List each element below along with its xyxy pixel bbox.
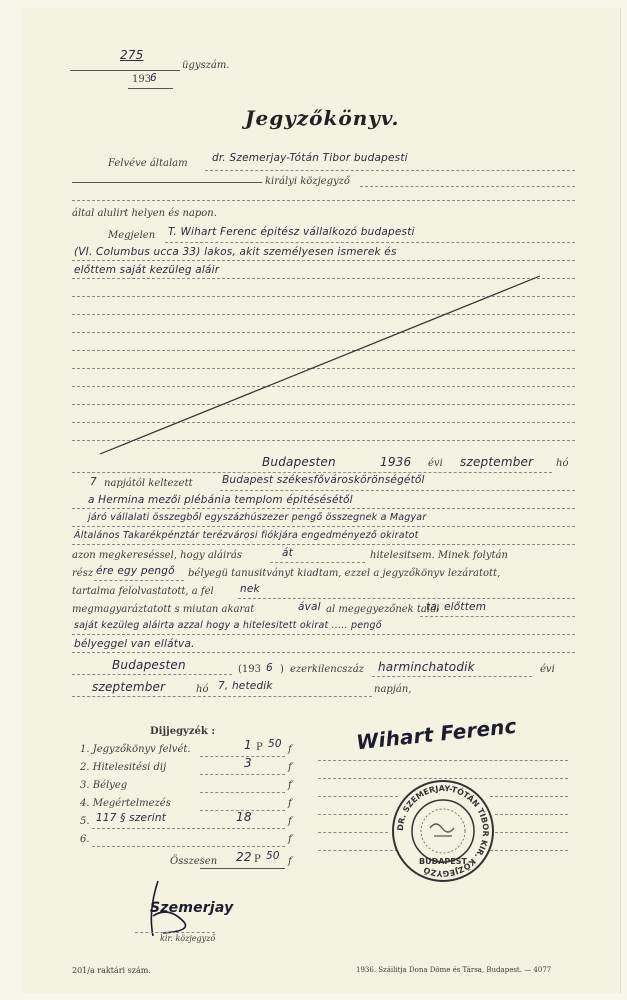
hitel-label: hitelesitsem. Minek folytán xyxy=(370,550,508,561)
fee-row-label: 3. Bélyeg xyxy=(80,780,128,791)
napjatol-label: napjától keltezett xyxy=(104,478,193,489)
fee-row-end: f xyxy=(288,834,292,845)
body-line-1: T. Wihart Ferenc épitész vállalkozó budapesti xyxy=(168,226,415,238)
fee-row-end: f xyxy=(288,762,292,773)
fee-row-end: f xyxy=(288,780,292,791)
end-place: Budapesten xyxy=(112,658,186,672)
sig-rule-7 xyxy=(318,832,388,833)
kiralyi-label: királyi közjegyző xyxy=(265,176,350,187)
end-year-open: (193 xyxy=(238,664,261,675)
rule-24 xyxy=(420,616,575,617)
tartalma-label: tartalma felolvastatott, a fel xyxy=(72,586,214,597)
fees-total-amount: 22 xyxy=(236,850,252,864)
fee-rule xyxy=(200,774,285,775)
sig-rule-4 xyxy=(490,796,568,797)
nek-hand: nek xyxy=(240,583,260,595)
date-year: 1936 xyxy=(380,455,412,469)
rule-20 xyxy=(72,544,575,545)
sig-rule-8 xyxy=(495,832,568,833)
rule-25 xyxy=(72,634,575,635)
napjan-label: napján, xyxy=(374,684,412,695)
stamp-ring-text: DR. SZEMERJAY-TÓTÁN TIBOR KIR. KÖZJEGYZŐ xyxy=(395,783,491,879)
rule-21 xyxy=(270,562,365,563)
fee-rule xyxy=(92,846,285,847)
case-number: 275 xyxy=(120,48,144,62)
end-year-hand: 6 xyxy=(266,662,273,674)
document-title: Jegyzőkönyv. xyxy=(245,106,400,130)
end-day: 7, hetedik xyxy=(218,680,273,692)
fee-row-end: f xyxy=(288,816,292,827)
ezerkilenc-label: ezerkilencszáz xyxy=(290,664,364,675)
rule-23 xyxy=(238,598,575,599)
rule-16 xyxy=(72,472,552,473)
sig-rule-3 xyxy=(318,796,398,797)
body-line-3: előttem saját kezüleg aláir xyxy=(74,264,220,276)
fee-row-end: f xyxy=(288,744,292,755)
signer-signature: Wihart Ferenc xyxy=(355,713,518,755)
fee-rule xyxy=(200,756,285,757)
rule-27a xyxy=(72,674,232,675)
year-words: harminchatodik xyxy=(378,660,475,674)
fees-total-rule xyxy=(200,868,285,869)
fee-row-fill: 50 xyxy=(268,738,282,750)
sig-rule-5 xyxy=(318,814,388,815)
rule-22 xyxy=(94,580,184,581)
end-month: szeptember xyxy=(92,680,166,694)
date-place: Budapesten xyxy=(262,455,336,469)
fee-row-label: 5. xyxy=(80,816,90,827)
fee-rule xyxy=(92,828,285,829)
resz-hand: ére egy pengő xyxy=(96,565,175,577)
megjelen-label: Megjelen xyxy=(108,230,156,241)
rule-27b xyxy=(372,676,532,677)
fee-row-amount: 1 xyxy=(244,738,252,752)
fees-total-unit: P xyxy=(254,854,261,865)
ta-hand: ta, előttem xyxy=(426,601,487,613)
felveve-label: Felvéve általam xyxy=(108,158,188,169)
fee-rule xyxy=(200,792,285,793)
body-line-5: Budapest székesfővároskörönségétől xyxy=(222,474,425,486)
date-month: szeptember xyxy=(460,455,534,469)
rule-19 xyxy=(72,526,575,527)
fee-row-amount: 18 xyxy=(236,810,252,824)
rule-17 xyxy=(220,490,575,491)
fees-total-end: f xyxy=(288,856,292,867)
fee-row-label: 2. Hitelesitési dij xyxy=(80,762,167,773)
fee-row-label: 4. Megértelmezés xyxy=(80,798,171,809)
at-hand: át xyxy=(282,547,293,559)
year-hand: 6 xyxy=(150,72,157,84)
megmagy-label: megmagyaráztatott s miutan akarat xyxy=(72,604,255,615)
notary-stamp xyxy=(388,776,498,886)
date-day: 7 xyxy=(90,476,97,488)
sig-rule-10 xyxy=(490,850,568,851)
end-evi-label: évi xyxy=(540,664,555,675)
megegy-label: al megegyezőnek talál xyxy=(326,604,440,615)
body-line-15: bélyeggel van ellátva. xyxy=(74,638,195,650)
stamp-city: BUDAPEST xyxy=(419,857,467,866)
notary-sig-rule xyxy=(135,932,215,933)
case-label: ügyszám. xyxy=(182,60,230,71)
fee-row-label: 6. xyxy=(80,834,90,845)
body-line-6: a Hermina mezői plébánia templom épitésésétől xyxy=(88,494,353,506)
body-line-2: (VI. Columbus ucca 33) lakos, akit személyesen ismerek és xyxy=(74,246,397,258)
aval-hand: ával xyxy=(298,601,321,613)
notary-caption: kir. közjegyző xyxy=(160,934,216,943)
fees-total-label: Összesen xyxy=(170,856,218,867)
footer-left: 201/a raktári szám. xyxy=(72,966,151,975)
fees-title: Dijjegyzék : xyxy=(150,726,216,737)
footer-right: 1936. Száilitja Dona Döme és Társa, Budapest. — 4077 xyxy=(356,966,552,974)
end-year-close: ) xyxy=(280,664,284,675)
body-line-8: Általános Takarékpénztár terézvárosi fiókjára engedményező okiratot xyxy=(74,530,419,541)
end-ho-label: hó xyxy=(196,684,209,695)
notary-name: dr. Szemerjay-Tótán Tibor budapesti xyxy=(212,152,408,164)
rule-18 xyxy=(72,508,575,509)
fee-row-hand: 117 § szerint xyxy=(96,812,167,824)
year-print: 193 xyxy=(132,74,152,85)
ho-label: hó xyxy=(556,458,569,469)
fee-row-label: 1. Jegyzőkönyv felvét. xyxy=(80,744,191,755)
fees-total-fill: 50 xyxy=(266,850,280,862)
fee-row-amount: 3 xyxy=(244,756,252,770)
altal-label: által alulirt helyen és napon. xyxy=(72,208,217,219)
azon-label: azon megkereséssel, hogy aláirás xyxy=(72,550,243,561)
sig-rule-6 xyxy=(495,814,568,815)
rule-26 xyxy=(72,652,575,653)
sig-rule-9 xyxy=(318,850,398,851)
body-line-7: járó vállalati összegből egyszázhúszezer pengő összegnek a Magyar xyxy=(88,512,427,523)
evi-label: évi xyxy=(428,458,443,469)
sig-rule-1 xyxy=(318,760,568,761)
fee-row-unit: P xyxy=(256,742,263,753)
body-line-14: saját kezüleg aláirta azzal hogy a hitelesitett okirat ..... pengő xyxy=(74,620,382,631)
resz-label: rész xyxy=(72,568,94,579)
belyegu-label: bélyegü tanusitványt kiadtam, ezzel a jegyzőkönyv lezáratott, xyxy=(188,568,501,579)
rule-28 xyxy=(72,696,372,697)
fee-row-end: f xyxy=(288,798,292,809)
notary-signature: Szemerjay xyxy=(150,900,234,916)
